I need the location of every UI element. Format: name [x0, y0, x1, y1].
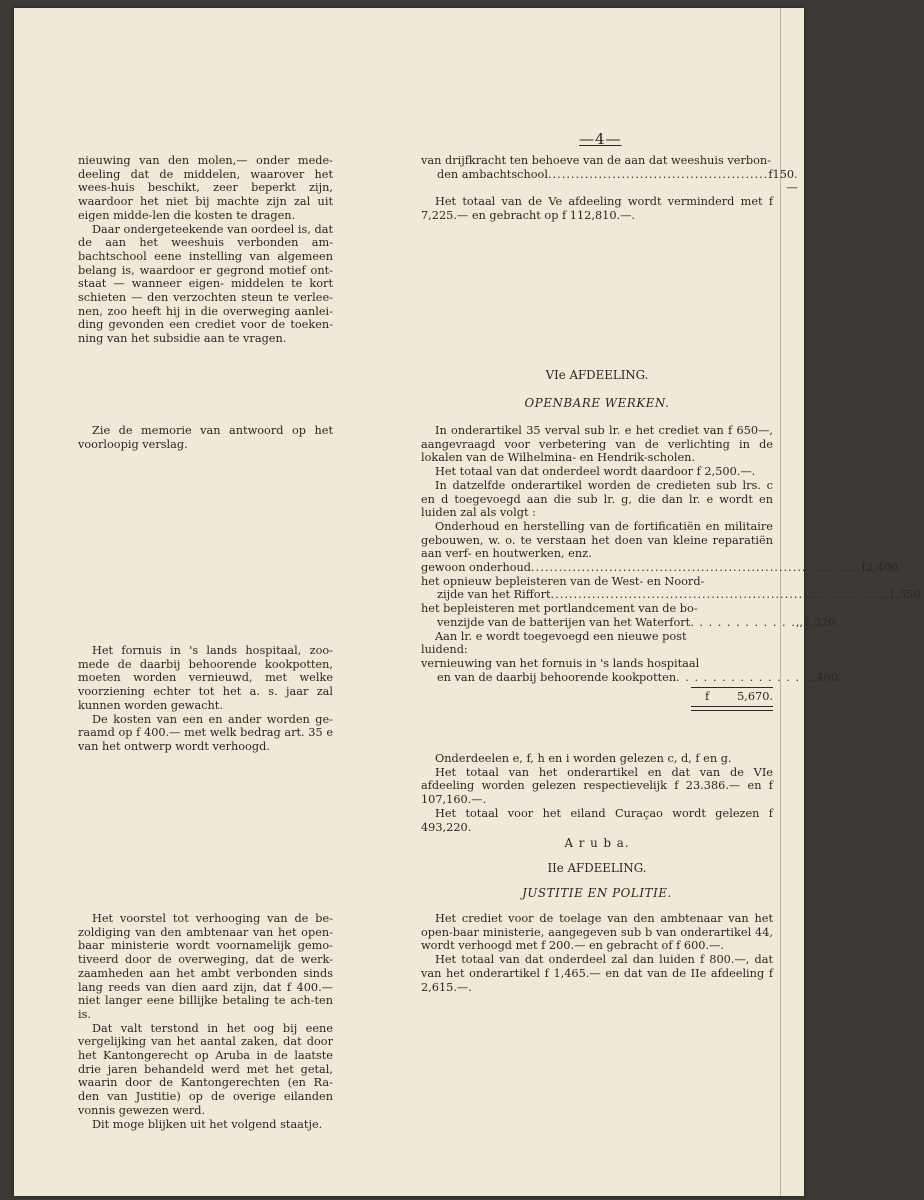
amount: 150.—	[772, 167, 798, 195]
currency: f	[705, 690, 710, 704]
paragraph: In datzelfde onderartikel worden de credieten sub lrs. c en d toegevoegd aan die sub lr. g, die dan lr. e wordt en luiden zal als volgt :	[421, 478, 773, 520]
total-amount: 5,670.	[737, 690, 773, 704]
currency: f	[861, 561, 866, 575]
row-label: en van de daarbij behoorende kookpotten	[437, 670, 677, 684]
paragraph: nieuwing van den molen,— onder mede-deeling dat de middelen, waarover het wees-huis beschikt, zeer beperkt zijn, waardoor het niet bij machte zijn zal uit eigen midde-len die kosten te dragen.	[78, 154, 333, 222]
section-heading: IIe AFDEELING.	[547, 861, 647, 875]
leader-dots: ........................................................................	[531, 561, 862, 575]
aruba-body	[421, 912, 773, 994]
page-number: —4—	[579, 130, 622, 148]
amount: 2,400.	[865, 561, 902, 575]
amount: 1,550.	[888, 588, 924, 602]
currency: ,,	[881, 588, 889, 602]
row-label: vernieuwing van het fornuis in 's lands hospitaal	[421, 656, 700, 670]
currency: ,,	[809, 670, 817, 684]
amount-row	[421, 588, 924, 602]
amount-row	[421, 602, 773, 616]
section-heading: VIe AFDEELING.	[545, 368, 649, 382]
paragraph: Het fornuis in 's lands hospitaal, zoo-mede de daarbij behoorende kookpotten, moeten worden vernieuwd, met welke voorziening echter tot het a. s. jaar zal kunnen worden gewacht.	[78, 644, 333, 712]
leader-dots: . . . . . . . . . . . . . . .	[676, 670, 810, 684]
double-rule	[691, 706, 773, 711]
amount-row	[421, 561, 902, 575]
sum-rule	[691, 687, 773, 688]
paragraph: Onderhoud en herstelling van de fortificatiën en militaire gebouwen, w. o. te verstaan het doen van kleine reparatiën aan verf- en houtwerken, enz.	[421, 519, 773, 561]
section6-closing	[421, 752, 773, 834]
amount-row	[421, 670, 842, 685]
paragraph: Het totaal van het onderartikel en dat van de VIe afdeeling worden gelezen respectievelijk f 23.386.— en f 107,160.—.	[421, 765, 773, 807]
total-row	[421, 690, 773, 704]
amount: 400.	[816, 670, 842, 684]
document-page	[14, 8, 924, 1196]
paragraph: luidend:	[421, 643, 468, 657]
text-line: van drijfkracht ten behoeve van de aan dat weeshuis verbon-	[421, 154, 771, 167]
leader-dots: ........................................................................	[550, 588, 882, 602]
amount: 1,320.	[802, 615, 839, 629]
row-label: het opnieuw bepleisteren van de West- en Noord-	[421, 574, 705, 588]
left-note-hospital	[78, 644, 333, 754]
section6-body	[421, 424, 924, 711]
amount-row	[421, 657, 773, 671]
paragraph: Aan lr. e wordt toegevoegd een nieuwe post	[435, 629, 687, 643]
amount-row	[421, 615, 839, 630]
currency: f	[768, 167, 773, 181]
left-note-ministry	[78, 912, 333, 1131]
paragraph: Zie de memorie van antwoord op het voorloopig verslag.	[78, 424, 333, 451]
paragraph: De kosten van een en ander worden ge-raamd op f 400.— met welk bedrag art. 35 e van het ontwerp wordt verhoogd.	[78, 712, 333, 753]
section-subheading: OPENBARE WERKEN.	[524, 396, 670, 410]
paragraph: Dat valt terstond in het oog bij eene vergelijking van het aantal zaken, dat door het Kantongerecht op Aruba in de laatste drie jaren behandeld werd met het getal, waarin door de Kantongerechten (en Ra-den van Justitie) op de overige eilanden vonnis gewezen werd.	[78, 1021, 333, 1117]
row-label: zijde van het Riffort	[437, 588, 551, 602]
amount-row	[421, 167, 798, 195]
amount-row	[421, 575, 773, 589]
paragraph: Dit moge blijken uit het volgend staatje.	[92, 1117, 323, 1131]
paragraph: Het totaal van dat onderdeel wordt daardoor f 2,500.—.	[435, 465, 756, 479]
paragraph: Het crediet voor de toelage van den ambtenaar van het open-baar ministerie, aangegeven sub b van onderartikel 44, wordt verhoogd met f 200.— en gebracht of f 600.—.	[421, 912, 773, 953]
paragraph: Het totaal van de Ve afdeeling wordt verminderd met f 7,225.— en gebracht op f 112,810.—.	[421, 195, 773, 222]
paragraph: Het totaal voor het eiland Curaçao wordt gelezen f 493,220.	[421, 806, 773, 834]
leader-dots: . . . . . . . . . . . .	[690, 615, 796, 629]
row-label: het bepleisteren met portlandcement van de bo-	[421, 602, 698, 616]
left-note-orphanage	[78, 154, 333, 346]
row-label: gewoon onderhoud	[421, 561, 532, 575]
row-label: den ambachtschool	[437, 167, 548, 181]
island-title: A r u b a.	[564, 836, 630, 850]
row-label: venzijde van de batterijen van het Waterfort	[437, 615, 691, 629]
left-note-memorie	[78, 424, 333, 451]
paragraph: Het totaal van dat onderdeel zal dan luiden f 800.—, dat van het onderartikel f 1,465.— en dat van de IIe afdeeling f 2,615.—.	[421, 953, 773, 994]
paragraph: Onderdeelen e, f, h en i worden gelezen c, d, f en g.	[435, 752, 732, 765]
leader-dots: ................................................	[547, 167, 769, 181]
section-subheading: JUSTITIE EN POLITIE.	[522, 886, 672, 900]
paragraph: Daar ondergeteekende van oordeel is, dat de aan het weeshuis verbonden am-bachtschool eene instelling van algemeen belang is, waardoor er gegrond motief ont-staat — wanneer eigen- middelen te kort schieten — den verzochten steun te verlee-nen, zoo heeft hij in die overweging aanlei-ding gevonden een crediet voor de toeken-ning van het subsidie aan te vragen.	[78, 222, 333, 346]
paragraph: Het voorstel tot verhooging van de be-zoldiging van den ambtenaar van het open-baar ministerie wordt voornamelijk gemo-tiveerd door de overweging, dat de werk-zaamheden aan het ambt verbonden sinds lang reeds van dien aard zijn, dat f 400.— niet langer eene billijke betaling te ach-ten is.	[78, 912, 333, 1021]
right-top-block	[421, 154, 798, 223]
paragraph: In onderartikel 35 verval sub lr. e het crediet van f 650—, aangevraagd voor verbetering van de verlichting in de lokalen van de Wilhelmina- en Hendrik-scholen.	[421, 424, 773, 465]
currency: ,,	[795, 615, 803, 629]
